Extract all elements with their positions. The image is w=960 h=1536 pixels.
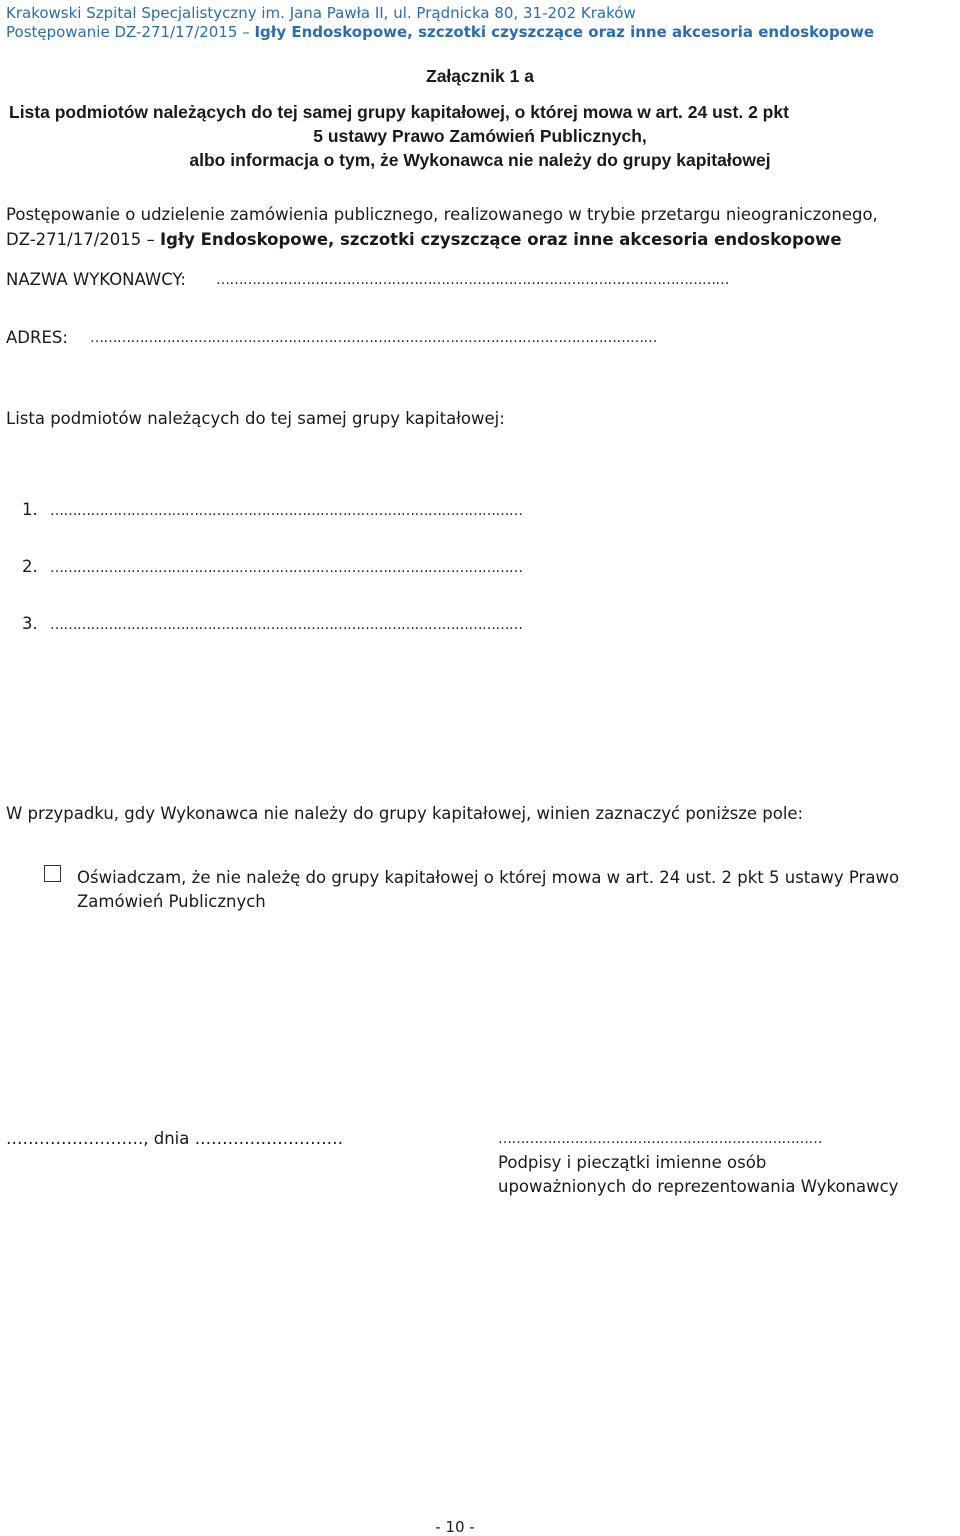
declaration-statement-line1: Oświadczam, że nie należę do grupy kapitałowej o której mowa w art. 24 ust. 2 pkt 5 ustawy Prawo — [77, 868, 900, 887]
header-procedure — [6, 23, 874, 41]
address-label: ADRES: — [6, 328, 68, 347]
signature-caption-line2: upoważnionych do reprezentowania Wykonawcy — [498, 1177, 899, 1196]
procedure-line1: Postępowanie o udzielenie zamówienia publicznego, realizowanego w trybie przetargu nieograniczonego, — [6, 205, 878, 224]
place-date-field[interactable]: ……………………., dnia ……………………… — [6, 1129, 344, 1148]
procedure-id: DZ-271/17/2015 – — [6, 230, 161, 249]
declaration-intro: W przypadku, gdy Wykonawca nie należy do grupy kapitałowej, winien zaznaczyć poniższe pole: — [6, 804, 804, 823]
annex-title: Załącznik 1 a — [426, 66, 534, 86]
document-title-line3: albo informacja o tym, że Wykonawca nie należy do grupy kapitałowej — [189, 150, 771, 170]
group-list-item-number: 2. — [22, 557, 38, 576]
contractor-name-field[interactable]: …………………………………………………………………………………………………… — [216, 272, 729, 288]
page-number: - 10 - — [435, 1518, 475, 1536]
group-list-heading: Lista podmiotów należących do tej samej grupy kapitałowej: — [6, 409, 505, 428]
contractor-name-row — [6, 270, 186, 289]
signature-caption-line1: Podpisy i pieczątki imienne osób — [498, 1153, 767, 1172]
procedure-subject: Igły Endoskopowe, szczotki czyszczące oraz inne akcesoria endoskopowe — [160, 230, 842, 249]
header-procedure-subject: Igły Endoskopowe, szczotki czyszczące oraz inne akcesoria endoskopowe — [254, 23, 875, 41]
procedure-line2 — [6, 230, 842, 249]
address-field[interactable]: ……………………………………………………………………………………………………………… — [90, 330, 657, 346]
document-title-line2: 5 ustawy Prawo Zamówień Publicznych, — [313, 126, 647, 146]
declaration-statement-line2: Zamówień Publicznych — [77, 892, 266, 911]
header-institution: Krakowski Szpital Specjalistyczny im. Jana Pawła II, ul. Prądnicka 80, 31-202 Kraków — [6, 4, 636, 22]
document-title-line1: Lista podmiotów należących do tej samej grupy kapitałowej, o której mowa w art. 24 ust. 2 pkt — [9, 102, 789, 122]
address-row — [6, 328, 68, 347]
contractor-name-label: NAZWA WYKONAWCY: — [6, 270, 186, 289]
group-list-item-field[interactable]: …………………………………………………………………………………………… — [50, 503, 523, 519]
group-list-item-field[interactable]: …………………………………………………………………………………………… — [50, 560, 523, 576]
not-in-group-checkbox[interactable] — [44, 865, 61, 882]
group-list-item-number: 1. — [22, 500, 38, 519]
group-list-item-number: 3. — [22, 614, 38, 633]
group-list-item-field[interactable]: …………………………………………………………………………………………… — [50, 617, 523, 633]
signature-field[interactable]: ……………………………………………………………… — [498, 1131, 822, 1147]
header-procedure-prefix: Postępowanie DZ-271/17/2015 – — [6, 23, 255, 41]
